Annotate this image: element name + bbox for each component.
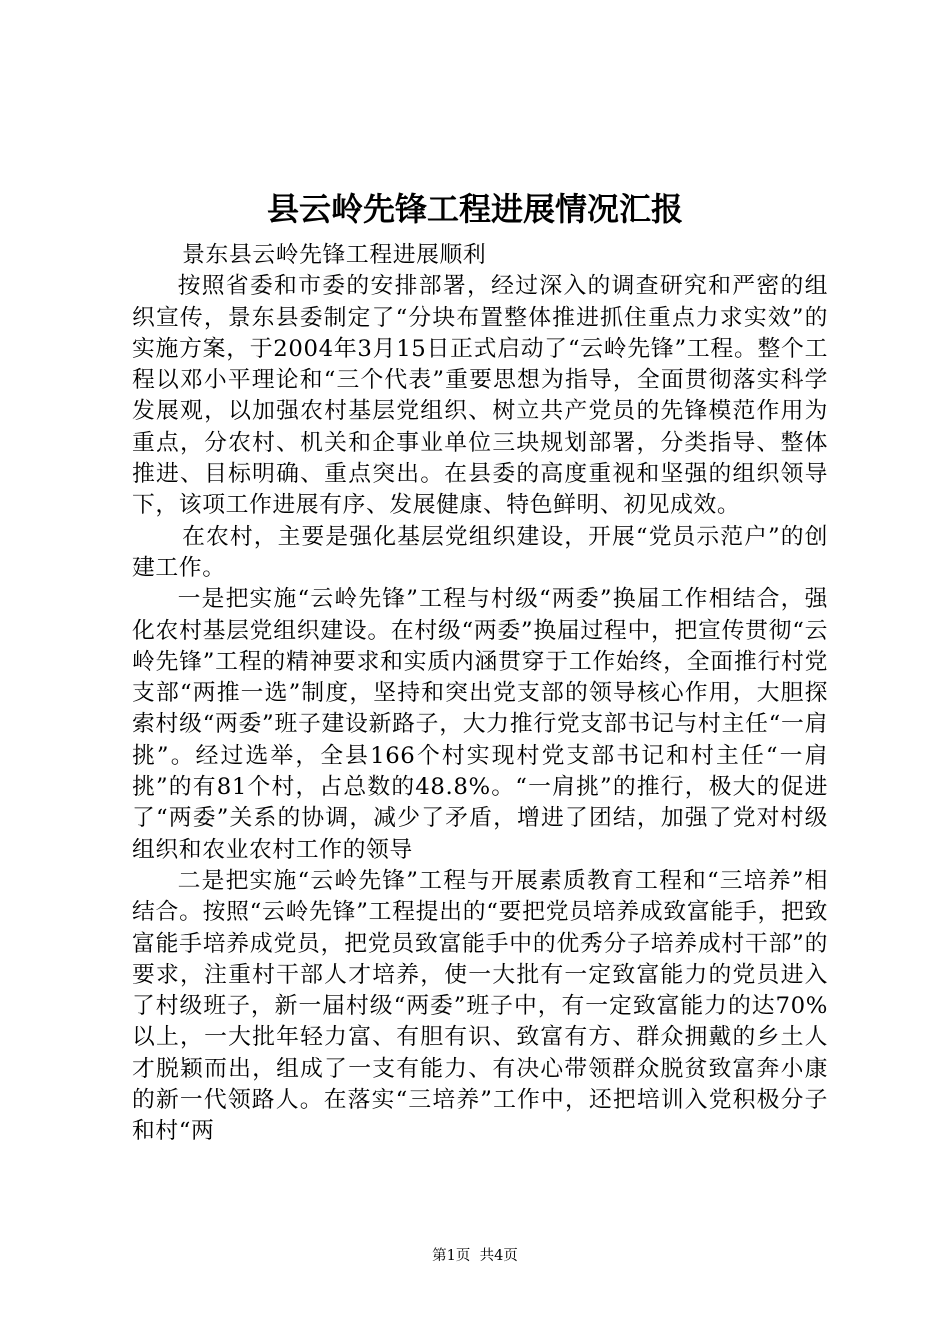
paragraph-point-two: 二是把实施“云岭先锋”工程与开展素质教育工程和“三培养”相结合。按照“云岭先锋”工程提出的“要把党员培养成致富能手，把致富能手培养成党员，把党员致富能手中的优秀分子培养成村干部”的要求，注重村干部人才培养，使一大批有一定致富能力的党员进入了村级班子，新一届村级“两委”班子中，有一定致富能力的达70%以上，一大批年轻力富、有胆有识、致富有方、群众拥戴的乡土人才脱颖而出，组成了一支有能力、有决心带领群众脱贫致富奔小康的新一代领路人。在落实“三培养”工作中，还把培训入党积极分子和村“两	[132, 867, 828, 1145]
paragraph-point-one: 一是把实施“云岭先锋”工程与村级“两委”换届工作相结合，强化农村基层党组织建设。在村级“两委”换届过程中，把宣传贯彻“云岭先锋”工程的精神要求和实质内涵贯穿于工作始终，全面推行村党支部“两推一选”制度，坚持和突出党支部的领导核心作用，大胆探索村级“两委”班子建设新路子，大力推行党支部书记与村主任“一肩挑”。经过选举，全县166个村实现村党支部书记和村主任“一肩挑”的有81个村，占总数的48.8%。“一肩挑”的推行，极大的促进了“两委”关系的协调，减少了矛盾，增进了团结，加强了党对村级组织和农业农村工作的领导	[132, 586, 828, 863]
page-total: 共4页	[479, 1248, 518, 1264]
page-footer	[0, 1246, 950, 1266]
paragraph-subtitle: 景东县云岭先锋工程进展顺利	[182, 242, 487, 268]
paragraph-rural: 在农村，主要是强化基层党组织建设，开展“党员示范户”的创建工作。	[132, 523, 828, 581]
page-number: 第1页	[432, 1248, 471, 1264]
document-body	[132, 240, 828, 1148]
document-title: 县云岭先锋工程进展情况汇报	[266, 190, 683, 228]
paragraph-intro: 按照省委和市委的安排部署，经过深入的调查研究和严密的组织宣传，景东县委制定了“分块布置整体推进抓住重点力求实效”的实施方案，于2004年3月15日正式启动了“云岭先锋”工程。整个工程以邓小平理论和“三个代表”重要思想为指导，全面贯彻落实科学发展观，以加强农村基层党组织、树立共产党员的先锋模范作用为重点，分农村、机关和企事业单位三块规划部署，分类指导、整体推进、目标明确、重点突出。在县委的高度重视和坚强的组织领导下，该项工作进展有序、发展健康、特色鲜明、初见成效。	[132, 273, 828, 519]
